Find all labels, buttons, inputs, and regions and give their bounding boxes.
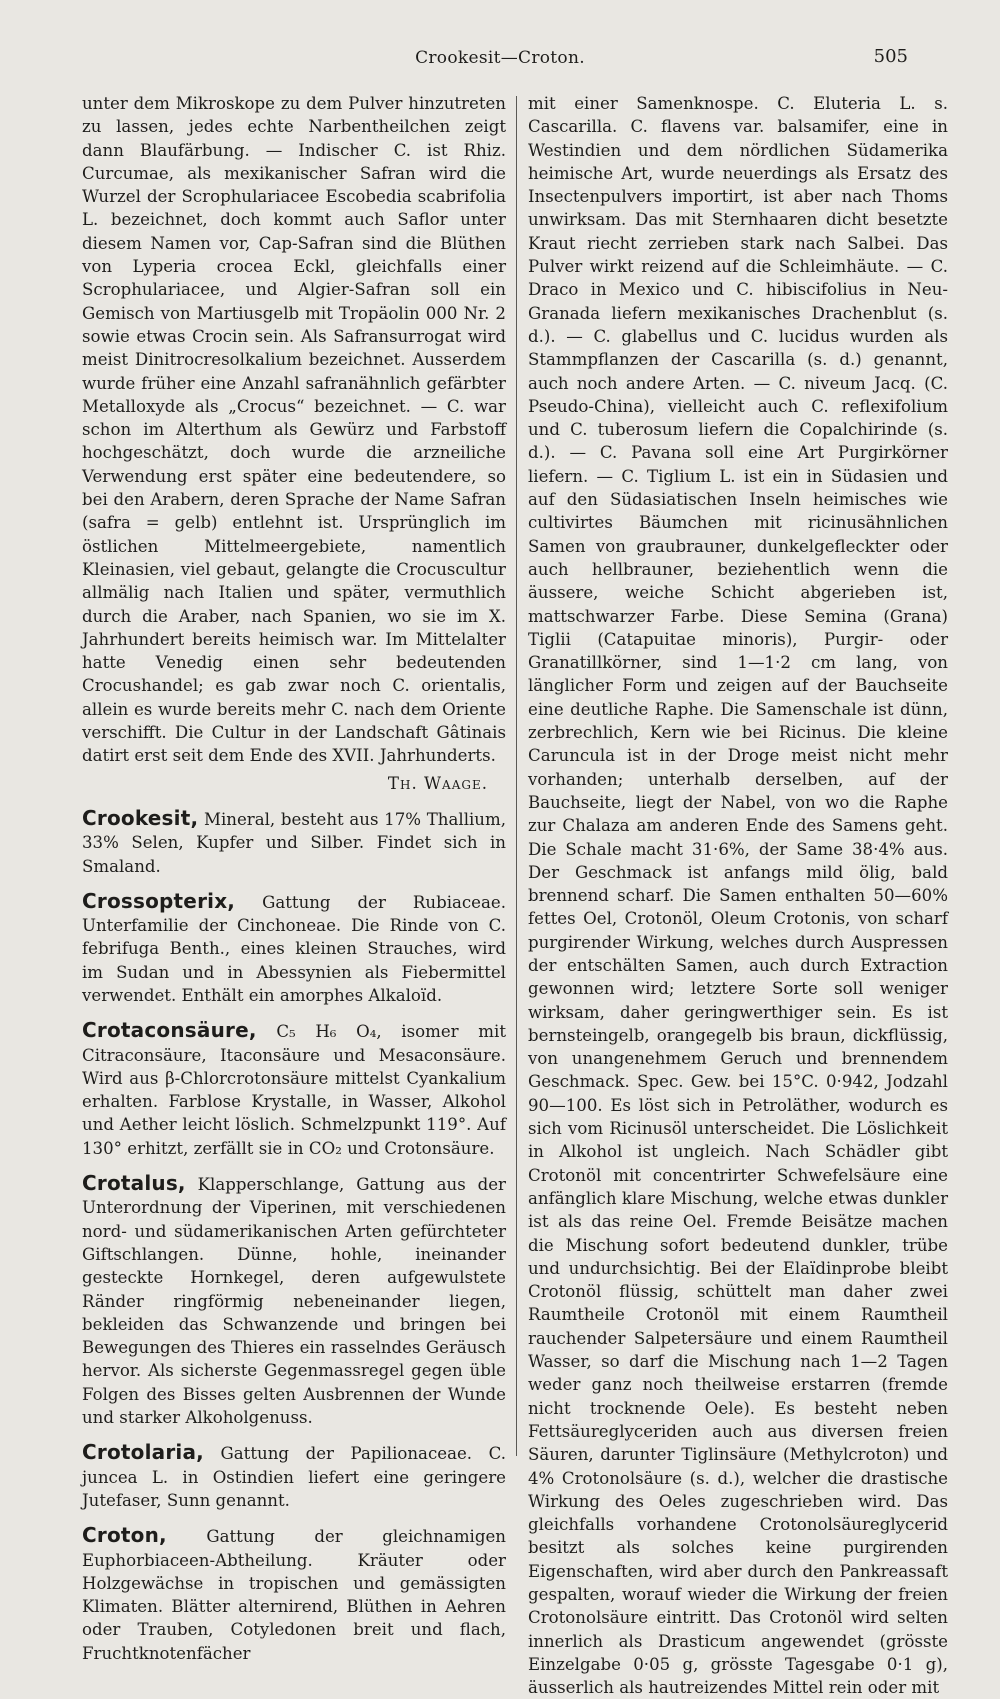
entry-text: Gattung der Papilionaceae. C. juncea L. in Ostindien liefert eine geringere Jutefaser, Sunn genannt. xyxy=(82,1444,506,1510)
entry-text: Klapperschlange, Gattung aus der Unterordnung der Viperinen, mit verschiedenen nord- und südamerikanischen Arten gefürchteter Giftschlangen. Dünne, hohle, ineinander gesteckte Hornkegel, deren aufgewulstete Ränder ringförmig nebeneinander liegen, bekleiden das Schwanzende und bringen bei Bewegungen des Thieres ein rasselndes Geräusch hervor. Als sicherste Gegenmassregel gegen üble Folgen des Bisses gelten Ausbrennen der Wunde und starker Alkoholgenuss. xyxy=(82,1175,506,1428)
headword: Crotalus, xyxy=(82,1171,186,1196)
entry-crotaconsaeure xyxy=(82,1019,506,1160)
entry-crookesit xyxy=(82,807,506,878)
croton-entry-continuation: mit einer Samenknospe. C. Eluteria L. s. Cascarilla. C. flavens var. balsamifer, eine in Westindien und dem nördlichen Südamerika heimische Art, wurde neuerdings als Ersatz des Insectenpulvers importirt, ist aber nach Thoms unwirksam. Das mit Sternhaaren dicht besetzte Kraut riecht zerrieben stark nach Salbei. Das Pulver wirkt reizend auf die Schleimhäute. — C. Draco in Mexico und C. hibiscifolius in Neu-Granada liefern mexikanisches Drachenblut (s. d.). — C. glabellus und C. lucidus wurden als Stammpflanzen der Cascarilla (s. d.) genannt, auch noch andere Arten. — C. niveum Jacq. (C. Pseudo-China), vielleicht auch C. reflexifolium und C. tuberosum liefern die Copalchirinde (s. d.). — C. Pavana soll eine Art Purgirkörner liefern. — C. Tiglium L. ist ein in Südasien und auf den Südasiatischen Inseln heimisches wie cultivirtes Bäumchen mit ricinusähnlichen Samen von graubrauner, dunkelgefleckter oder auch hellbrauner, beziehentlich wenn die äussere, weiche Schicht abgerieben ist, mattschwarzer Farbe. Diese Semina (Grana) Tiglii (Catapuitae minoris), Purgir- oder Granatillkörner, sind 1—1·2 cm lang, von länglicher Form und zeigen auf der Bauchseite eine deutliche Raphe. Die Samenschale ist dünn, zerbrechlich, Kern wie bei Ricinus. Die kleine Caruncula ist in der Droge meist nicht mehr vorhanden; unterhalb derselben, auf der Bauchseite, liegt der Nabel, von wo die Raphe zur Chalaza am anderen Ende des Samens geht. Die Schale macht 31·6%, der Same 38·4% aus. Der Geschmack ist anfangs mild ölig, bald brennend scharf. Die Samen enthalten 50—60% fettes Oel, Crotonöl, Oleum Crotonis, von scharf purgirender Wirkung, welches durch Auspressen der entschälten Samen, auch durch Extraction gewonnen wird; letztere Sorte soll weniger wirksam, daher geringwerthiger sein. Es ist bernsteingelb, orangegelb bis braun, dickflüssig, von unangenehmem Geruch und brennendem Geschmack. Spec. Gew. bei 15°C. 0·942, Jodzahl 90—100. Es löst sich in Petroläther, wodurch es sich vom Ricinusöl unterscheidet. Die Löslichkeit in Alkohol ist ungleich. Nach Schädler gibt Crotonöl mit concentrirter Schwefelsäure eine anfänglich klare Mischung, welche etwas dunkler ist als das reine Oel. Fremde Beisätze machen die Mischung sofort bedeutend dunkler, trübe und undurchsichtig. Bei der Elaïdinprobe bleibt Crotonöl flüssig, schüttelt man daher zwei Raumtheile Crotonöl mit einem Raumtheil rauchender Salpetersäure und einem Raumtheil Wasser, so darf die Mischung nach 1—2 Tagen weder ganz noch theilweise erstarren (fremde nicht trocknende Oele). Es besteht neben Fettsäureglyceriden auch aus diversen freien Säuren, darunter Tiglinsäure (Methylcroton) und 4% Crotonolsäure (s. d.), welcher die drastische Wirkung des Oeles zugeschrieben wird. Das gleichfalls vorhandene Crotonolsäureglycerid besitzt als solches keine purgirenden Eigenschaften, wird aber durch den Pankreassaft gespalten, worauf wieder die Wirkung der freien Crotonolsäure eintritt. Das Crotonöl wird selten innerlich als Drasticum angewendet (grösste Einzelgabe 0·05 g, grösste Tagesgabe 0·1 g), äusserlich als hautreizendes Mittel rein oder mit xyxy=(528,94,948,1698)
entry-text: Gattung der gleichnamigen Euphorbiaceen-Abtheilung. Kräuter oder Holzgewächse in tropischen und gemässigten Klimaten. Blätter alternirend, Blüthen in Aehren oder Trauben, Cotyledonen breit und flach, Fruchtknotenfächer xyxy=(82,1527,506,1663)
headword: Croton, xyxy=(82,1523,167,1548)
headword: Crotolaria, xyxy=(82,1440,204,1465)
running-title: Crookesit—Croton. xyxy=(415,48,585,68)
left-column xyxy=(82,92,506,1665)
headword: Crossopterix, xyxy=(82,888,236,913)
entry-text: Mineral, besteht aus 17% Thallium, 33% Selen, Kupfer und Silber. Findet sich in Smaland. xyxy=(82,809,507,876)
column-divider xyxy=(516,96,517,1456)
entry-crossopterix xyxy=(82,890,506,1007)
entry-text: Gattung der Rubiaceae. Unterfamilie der Cinchoneae. Die Rinde von C. febrifuga Benth., eines kleinen Strauches, wird im Sudan und in Abessynien als Fiebermittel verwendet. Enthält ein amorphes Alkaloïd. xyxy=(82,892,506,1005)
page-number: 505 xyxy=(873,46,908,67)
entry-crotalus xyxy=(82,1172,506,1429)
entry-text: C₅ H₆ O₄, isomer mit Citraconsäure, Itaconsäure und Mesaconsäure. Wird aus β-Chlorcrotonsäure mittelst Cyankalium erhalten. Farblose Krystalle, in Wasser, Alkohol und Aether leicht löslich. Schmelzpunkt 119°. Auf 130° erhitzt, zerfällt sie in CO₂ und Crotonsäure. xyxy=(82,1022,506,1158)
author-signature: Th. Waage. xyxy=(387,773,488,793)
right-column xyxy=(528,92,948,1699)
entry-croton xyxy=(82,1524,506,1665)
continued-entry-text: unter dem Mikroskope zu dem Pulver hinzutreten zu lassen, jedes echte Narbentheilchen zeigt dann Blaufärbung. — Indischer C. ist Rhiz. Curcumae, als mexikanischer Safran wird die Wurzel der Scrophulariacee Escobedia scabrifolia L. bezeichnet, doch kommt auch Saflor unter diesem Namen vor, Cap-Safran sind die Blüthen von Lyperia crocea Eckl, gleichfalls einer Scrophulariacee, und Algier-Safran soll ein Gemisch von Martiusgelb mit Tropäolin 000 Nr. 2 sowie etwas Crocin sein. Als Safransurrogat wird meist Dinitrocresolkalium bezeichnet. Ausserdem wurde früher eine Anzahl safranähnlich gefärbter Metalloxyde als „Crocus“ bezeichnet. — C. war schon im Alterthum als Gewürz und Farbstoff hochgeschätzt, doch wurde die arzneiliche Verwendung erst später eine bedeutendere, so bei den Arabern, deren Sprache der Name Safran (safra = gelb) entlehnt ist. Ursprünglich im östlichen Mittelmeergebiete, namentlich Kleinasien, viel gebaut, gelangte die Crocuscultur allmälig nach Italien und später, vermuthlich durch die Araber, nach Spanien, wo sie im X. Jahrhundert bereits heimisch war. Im Mittelalter hatte Venedig einen sehr bedeutenden Crocushandel; es gab zwar noch C. orientalis, allein es wurde bereits mehr C. nach dem Oriente verschifft. Die Cultur in der Landschaft Gâtinais datirt erst seit dem Ende des XVII. Jahrhunderts. xyxy=(82,94,506,766)
headword: Crookesit, xyxy=(82,805,199,830)
headword: Crotaconsäure, xyxy=(82,1018,257,1043)
entry-crotolaria xyxy=(82,1441,506,1512)
